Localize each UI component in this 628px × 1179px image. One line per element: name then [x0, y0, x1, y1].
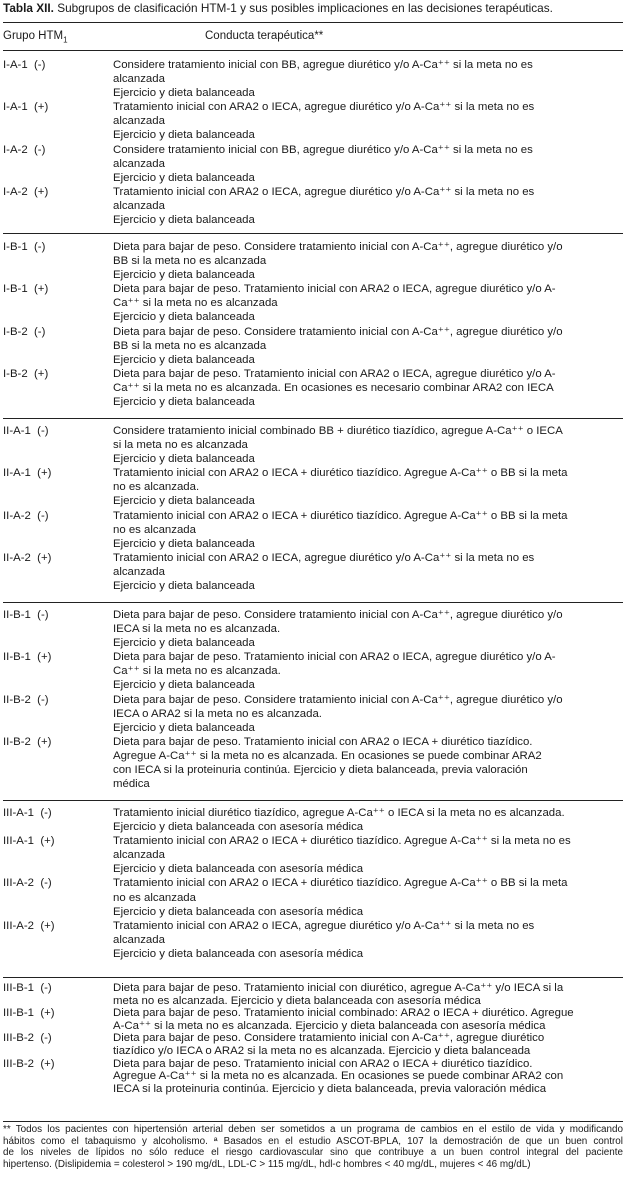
conduct-line: alcanzada	[113, 73, 165, 86]
group-cell: I-B-2 (+)	[3, 367, 49, 380]
group-cell: III-A-2 (-)	[3, 877, 52, 890]
table-row	[3, 650, 623, 692]
table-row	[3, 1007, 623, 1032]
table-row	[3, 806, 623, 834]
conduct-line: Dieta para bajar de peso. Tratamiento inicial con ARA2 o IECA, agregue diurético y/o A-	[113, 283, 556, 296]
conduct-line: Dieta para bajar de peso. Tratamiento inicial con ARA2 o IECA + diurético tiazídico.	[113, 735, 533, 748]
conduct-cell	[113, 143, 623, 185]
conduct-cell	[113, 424, 623, 466]
footnote	[3, 1124, 623, 1170]
conduct-line: Ejercicio y dieta balanceada	[113, 679, 255, 692]
conduct-cell	[113, 876, 623, 918]
table-row	[3, 982, 623, 1007]
group-cell: I-B-1 (-)	[3, 241, 46, 253]
group-cell: II-B-2 (+)	[3, 735, 52, 748]
conduct-line: tiazídico y/o IECA o ARA2 si la meta no es alcanzada. Ejercicio y dieta balanceada	[113, 1044, 531, 1057]
group-cell: III-B-2 (-)	[3, 1032, 52, 1045]
conduct-cell	[113, 58, 623, 100]
conduct-cell	[113, 367, 623, 409]
table-section	[3, 240, 623, 409]
divider	[3, 1121, 623, 1122]
conduct-cell	[113, 982, 623, 1007]
conduct-cell	[113, 919, 623, 961]
conduct-cell	[113, 1058, 623, 1096]
group-cell: I-B-2 (-)	[3, 325, 46, 338]
group-cell: II-B-1 (-)	[3, 609, 49, 621]
conduct-line: Dieta para bajar de peso. Tratamiento inicial con ARA2 o IECA, agregue diurético y/o A-	[113, 651, 556, 664]
group-cell: II-A-1 (+)	[3, 467, 52, 480]
conduct-cell	[113, 551, 623, 593]
conduct-cell	[113, 608, 623, 650]
header-conduct: Conducta terapéutica**	[205, 30, 324, 42]
table-row	[3, 509, 623, 551]
conduct-line: Tratamiento inicial con ARA2 o IECA, agregue diurético y/o A-Ca⁺⁺ si la meta no es	[113, 185, 535, 198]
conduct-cell	[113, 834, 623, 876]
group-cell: II-A-1 (-)	[3, 425, 49, 437]
table-row	[3, 143, 623, 185]
conduct-line: Ejercicio y dieta balanceada	[113, 214, 255, 227]
divider	[3, 418, 623, 419]
conduct-line: Dieta para bajar de peso. Considere tratamiento inicial con A-Ca⁺⁺, agregue diurético y/o	[113, 241, 563, 253]
conduct-line: IECA si la proteinuria continúa. Ejercicio y dieta balanceada, previa valoración médica	[113, 1082, 547, 1095]
conduct-line: si la meta no es alcanzada	[113, 439, 248, 452]
conduct-line: Ejercicio y dieta balanceada	[113, 580, 255, 593]
conduct-line: alcanzada	[113, 933, 165, 946]
footnote-line: hipertenso. (Dislipidemia = colesterol > 190 mg/dL, LDL-C > 115 mg/dL, hdl-c hombres < 40 mg/dL, mujeres < 46 mg/dL)	[3, 1158, 531, 1170]
conduct-line: Ejercicio y dieta balanceada	[113, 87, 255, 100]
conduct-line: Ejercicio y dieta balanceada	[113, 353, 255, 366]
conduct-line: Agregue A-Ca⁺⁺ si la meta no es alcanzada. En ocasiones se puede combinar ARA2	[113, 749, 542, 762]
divider	[3, 233, 623, 234]
conduct-cell	[113, 100, 623, 142]
conduct-cell	[113, 650, 623, 692]
conduct-line: IECA o ARA2 si la meta no es alcanzada.	[113, 707, 322, 720]
conduct-line: Ejercicio y dieta balanceada con asesoría médica	[113, 905, 364, 918]
table-section	[3, 58, 623, 227]
conduct-line: alcanzada	[113, 157, 165, 170]
header-group-subscript: 1	[63, 35, 68, 45]
conduct-line: Ca⁺⁺ si la meta no es alcanzada	[113, 297, 278, 310]
conduct-line: meta no es alcanzada. Ejercicio y dieta balanceada con asesoría médica	[113, 994, 481, 1007]
conduct-line: Ca⁺⁺ si la meta no es alcanzada.	[113, 665, 281, 678]
conduct-line: Tratamiento inicial con ARA2 o IECA + diurético tiazídico. Agregue A-Ca⁺⁺ o BB si la meta	[113, 467, 568, 480]
conduct-line: Ejercicio y dieta balanceada con asesoría médica	[113, 947, 364, 960]
conduct-line: Ejercicio y dieta balanceada	[113, 453, 255, 466]
conduct-line: alcanzada	[113, 115, 165, 128]
table-caption: Subgrupos de clasificación HTM-1 y sus posibles implicaciones en las decisiones terapéuticas.	[57, 1, 553, 15]
group-cell: III-A-1 (-)	[3, 807, 52, 819]
conduct-line: Ejercicio y dieta balanceada	[113, 396, 255, 409]
conduct-line: Ca⁺⁺ si la meta no es alcanzada. En ocasiones es necesario combinar ARA2 con IECA	[113, 381, 554, 394]
table-label: Tabla XII.	[3, 1, 54, 15]
conduct-line: no es alcanzada	[113, 523, 196, 536]
table-row	[3, 834, 623, 876]
conduct-line: Ejercicio y dieta balanceada	[113, 495, 255, 508]
table-row	[3, 466, 623, 508]
table-row	[3, 100, 623, 142]
group-cell: II-A-2 (+)	[3, 551, 52, 564]
table-row	[3, 608, 623, 650]
group-cell: I-A-2 (+)	[3, 185, 49, 198]
conduct-line: Dieta para bajar de peso. Considere tratamiento inicial con A-Ca⁺⁺, agregue diurético y/o	[113, 693, 563, 706]
footnote-line: hábitos como el tabaquismo y alcoholismo. ª Basados en el estudio ASCOT-BPLA, 107 la demostración de que un buen control	[3, 1135, 623, 1147]
conduct-line: Tratamiento inicial diurético tiazídico, agregue A-Ca⁺⁺ o IECA si la meta no es alcanzada.	[113, 807, 565, 819]
conduct-line: Ejercicio y dieta balanceada	[113, 537, 255, 550]
conduct-line: Tratamiento inicial con ARA2 o IECA + diurético tiazídico. Agregue A-Ca⁺⁺ o BB si la meta	[113, 509, 568, 522]
divider	[3, 800, 623, 801]
conduct-line: Ejercicio y dieta balanceada	[113, 129, 255, 142]
table-section	[3, 424, 623, 593]
conduct-cell	[113, 693, 623, 735]
conduct-line: Ejercicio y dieta balanceada con asesoría médica	[113, 863, 364, 876]
table-section	[3, 806, 623, 961]
conduct-line: A-Ca⁺⁺ si la meta no es alcanzada. Ejercicio y dieta balanceada con asesoría médica	[113, 1019, 546, 1032]
conduct-cell	[113, 185, 623, 227]
table-row	[3, 1058, 623, 1096]
conduct-cell	[113, 282, 623, 324]
conduct-line: con IECA si la proteinuria continúa. Ejercicio y dieta balanceada, previa valoración	[113, 764, 528, 777]
conduct-line: no es alcanzada	[113, 891, 196, 904]
conduct-line: Tratamiento inicial con ARA2 o IECA, agregue diurético y/o A-Ca⁺⁺ si la meta no es	[113, 919, 535, 932]
conduct-line: Dieta para bajar de peso. Considere tratamiento inicial con A-Ca⁺⁺, agregue diurético y/o	[113, 325, 563, 338]
conduct-line: alcanzada	[113, 565, 165, 578]
conduct-cell	[113, 735, 623, 791]
conduct-line: Dieta para bajar de peso. Tratamiento inicial con ARA2 o IECA, agregue diurético y/o A-	[113, 367, 556, 380]
group-cell: I-B-1 (+)	[3, 283, 49, 296]
conduct-line: Tratamiento inicial con ARA2 o IECA + diurético tiazídico. Agregue A-Ca⁺⁺ si la meta no es	[113, 835, 571, 848]
table-row	[3, 919, 623, 961]
conduct-line: Tratamiento inicial con ARA2 o IECA + diurético tiazídico. Agregue A-Ca⁺⁺ o BB si la meta	[113, 877, 568, 890]
conduct-cell	[113, 466, 623, 508]
conduct-line: alcanzada	[113, 199, 165, 212]
table-row	[3, 185, 623, 227]
conduct-cell	[113, 1007, 623, 1032]
table-row	[3, 424, 623, 466]
divider	[3, 977, 623, 978]
table-row	[3, 876, 623, 918]
conduct-cell	[113, 1032, 623, 1057]
table-row	[3, 367, 623, 409]
table-row	[3, 693, 623, 735]
conduct-line: Agregue A-Ca⁺⁺ si la meta no es alcanzada. En ocasiones se puede combinar ARA2 con	[113, 1070, 564, 1083]
footnote-line: ** Todos los pacientes con hipertensión arterial deben ser sometidos a un programa de cambios en el estilo de vida y modificando	[3, 1124, 623, 1135]
conduct-line: Dieta para bajar de peso. Tratamiento inicial con ARA2 o IECA + diurético tiazídico.	[113, 1057, 533, 1070]
group-cell: II-B-2 (-)	[3, 693, 49, 706]
conduct-line: BB si la meta no es alcanzada	[113, 339, 267, 352]
conduct-line: IECA si la meta no es alcanzada.	[113, 623, 281, 636]
group-cell: III-B-1 (+)	[3, 1007, 55, 1020]
table-row	[3, 551, 623, 593]
conduct-line: Dieta para bajar de peso. Considere tratamiento inicial con A-Ca⁺⁺, agregue diurético	[113, 1032, 545, 1045]
group-cell: III-B-2 (+)	[3, 1057, 55, 1070]
table-row	[3, 1032, 623, 1057]
table-title	[3, 1, 553, 15]
divider	[3, 602, 623, 603]
conduct-line: Dieta para bajar de peso. Tratamiento inicial combinado: ARA2 o IECA + diurético. Agregue	[113, 1007, 574, 1020]
conduct-line: Ejercicio y dieta balanceada	[113, 311, 255, 324]
table-row	[3, 735, 623, 791]
footnote-line: de los niveles de lípidos no sólo reduce el riesgo cardiovascular sino que contribuye a un buen control integral del paciente	[3, 1147, 623, 1159]
conduct-line: Ejercicio y dieta balanceada	[113, 637, 255, 650]
conduct-line: alcanzada	[113, 849, 165, 862]
divider	[3, 50, 623, 51]
conduct-line: Ejercicio y dieta balanceada con asesoría médica	[113, 821, 364, 834]
conduct-line: Tratamiento inicial con ARA2 o IECA, agregue diurético y/o A-Ca⁺⁺ si la meta no es	[113, 551, 535, 564]
group-cell: III-A-2 (+)	[3, 919, 55, 932]
group-cell: III-A-1 (+)	[3, 835, 55, 848]
group-cell: I-A-1 (-)	[3, 59, 46, 71]
conduct-cell	[113, 509, 623, 551]
table-row	[3, 325, 623, 367]
conduct-line: Dieta para bajar de peso. Tratamiento inicial con diurético, agregue A-Ca⁺⁺ y/o IECA si la	[113, 982, 564, 994]
conduct-line: BB si la meta no es alcanzada	[113, 255, 267, 268]
conduct-cell	[113, 325, 623, 367]
group-cell: II-A-2 (-)	[3, 509, 49, 522]
group-cell: II-B-1 (+)	[3, 651, 52, 664]
table-row	[3, 58, 623, 100]
divider	[3, 22, 623, 23]
table-section	[3, 608, 623, 791]
conduct-line: Considere tratamiento inicial con BB, agregue diurético y/o A-Ca⁺⁺ si la meta no es	[113, 59, 533, 71]
group-cell: I-A-1 (+)	[3, 101, 49, 114]
conduct-line: Considere tratamiento inicial combinado BB + diurético tiazídico, agregue A-Ca⁺⁺ o IECA	[113, 425, 563, 437]
conduct-line: no es alcanzada.	[113, 481, 200, 494]
conduct-cell	[113, 806, 623, 834]
header-group-label: Grupo HTM	[3, 30, 64, 42]
conduct-line: Considere tratamiento inicial con BB, agregue diurético y/o A-Ca⁺⁺ si la meta no es	[113, 143, 533, 156]
conduct-line: Dieta para bajar de peso. Considere tratamiento inicial con A-Ca⁺⁺, agregue diurético y/o	[113, 609, 563, 621]
group-cell: III-B-1 (-)	[3, 982, 52, 994]
conduct-line: Ejercicio y dieta balanceada	[113, 171, 255, 184]
table-row	[3, 240, 623, 282]
header-group	[3, 30, 68, 44]
table-row	[3, 282, 623, 324]
table-section	[3, 982, 623, 1095]
conduct-line: Tratamiento inicial con ARA2 o IECA, agregue diurético y/o A-Ca⁺⁺ si la meta no es	[113, 101, 535, 114]
group-cell: I-A-2 (-)	[3, 143, 46, 156]
conduct-line: médica	[113, 778, 150, 791]
conduct-line: Ejercicio y dieta balanceada	[113, 269, 255, 282]
conduct-line: Ejercicio y dieta balanceada	[113, 721, 255, 734]
conduct-cell	[113, 240, 623, 282]
